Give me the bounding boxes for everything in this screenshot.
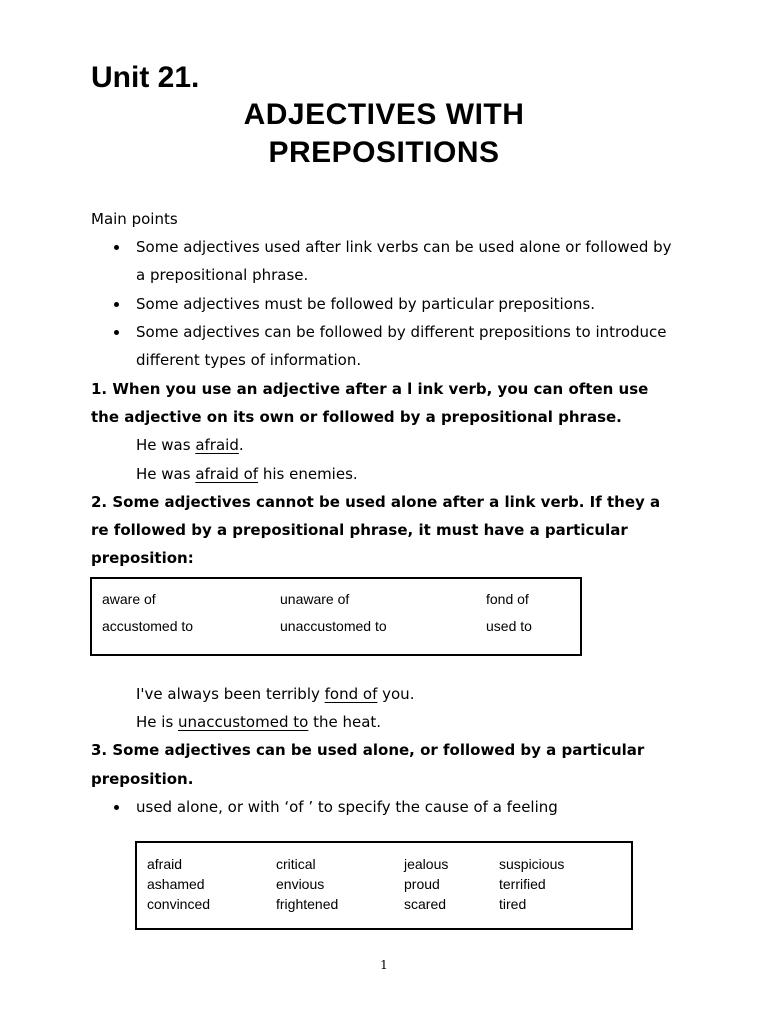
adjective-table-1	[90, 577, 582, 656]
example-sentence: I've always been terribly fond of you.	[136, 685, 415, 703]
section-2-heading-line-1: 2. Some adjectives cannot be used alone after a link verb. If they a	[91, 493, 661, 511]
example-sentence: He was afraid of his enemies.	[136, 465, 358, 483]
unit-title: Unit 21.	[91, 61, 200, 94]
main-point-3-line-2: different types of information.	[136, 351, 362, 369]
section-3-bullet: used alone, or with ‘of ’ to specify the cause of a feeling	[136, 798, 558, 816]
table-cell: critical	[276, 856, 316, 872]
table-cell: scared	[404, 896, 447, 912]
section-3-heading-line-2: preposition.	[91, 770, 194, 788]
bullet-icon	[114, 330, 119, 335]
main-points-label: Main points	[91, 210, 178, 228]
main-point-3-line-1: Some adjectives can be followed by different prepositions to introduce	[136, 323, 667, 341]
table-cell: accustomed to	[102, 618, 194, 634]
table-cell: fond of	[486, 591, 529, 607]
bullet-icon	[114, 805, 119, 810]
table-cell: envious	[276, 876, 325, 892]
title-line-2: PREPOSITIONS	[268, 136, 500, 169]
page-number: 1	[380, 958, 388, 972]
section-1-heading-line-2: the adjective on its own or followed by a prepositional phrase.	[91, 408, 622, 426]
table-cell: unaware of	[280, 591, 350, 607]
bullet-icon	[114, 245, 119, 250]
main-point-1-line-1: Some adjectives used after link verbs can be used alone or followed by	[136, 238, 672, 256]
table-cell: unaccustomed to	[280, 618, 387, 634]
adjective-table-2	[135, 841, 633, 930]
main-point-1-line-2: a prepositional phrase.	[136, 266, 309, 284]
bullet-icon	[114, 302, 119, 307]
example-sentence: He is unaccustomed to the heat.	[136, 713, 382, 731]
table-cell: jealous	[404, 856, 449, 872]
table-cell: convinced	[147, 896, 211, 912]
page-title	[0, 96, 768, 172]
section-3-heading-line-1: 3. Some adjectives can be used alone, or followed by a particular	[91, 741, 645, 759]
table-cell: frightened	[276, 896, 339, 912]
section-2-heading-line-2: re followed by a prepositional phrase, it must have a particular	[91, 521, 628, 539]
table-cell: afraid	[147, 856, 183, 872]
example-sentence: He was afraid.	[136, 436, 244, 454]
table-cell: proud	[404, 876, 440, 892]
table-cell: tired	[499, 896, 527, 912]
section-2-heading-line-3: preposition:	[91, 549, 194, 567]
table-cell: terrified	[499, 876, 546, 892]
table-cell: used to	[486, 618, 532, 634]
title-line-1: ADJECTIVES WITH	[243, 98, 525, 131]
table-cell: suspicious	[499, 856, 565, 872]
section-1-heading-line-1: 1. When you use an adjective after a l ink verb, you can often use	[91, 380, 649, 398]
table-cell: aware of	[102, 591, 156, 607]
main-point-2: Some adjectives must be followed by particular prepositions.	[136, 295, 595, 313]
table-cell: ashamed	[147, 876, 205, 892]
